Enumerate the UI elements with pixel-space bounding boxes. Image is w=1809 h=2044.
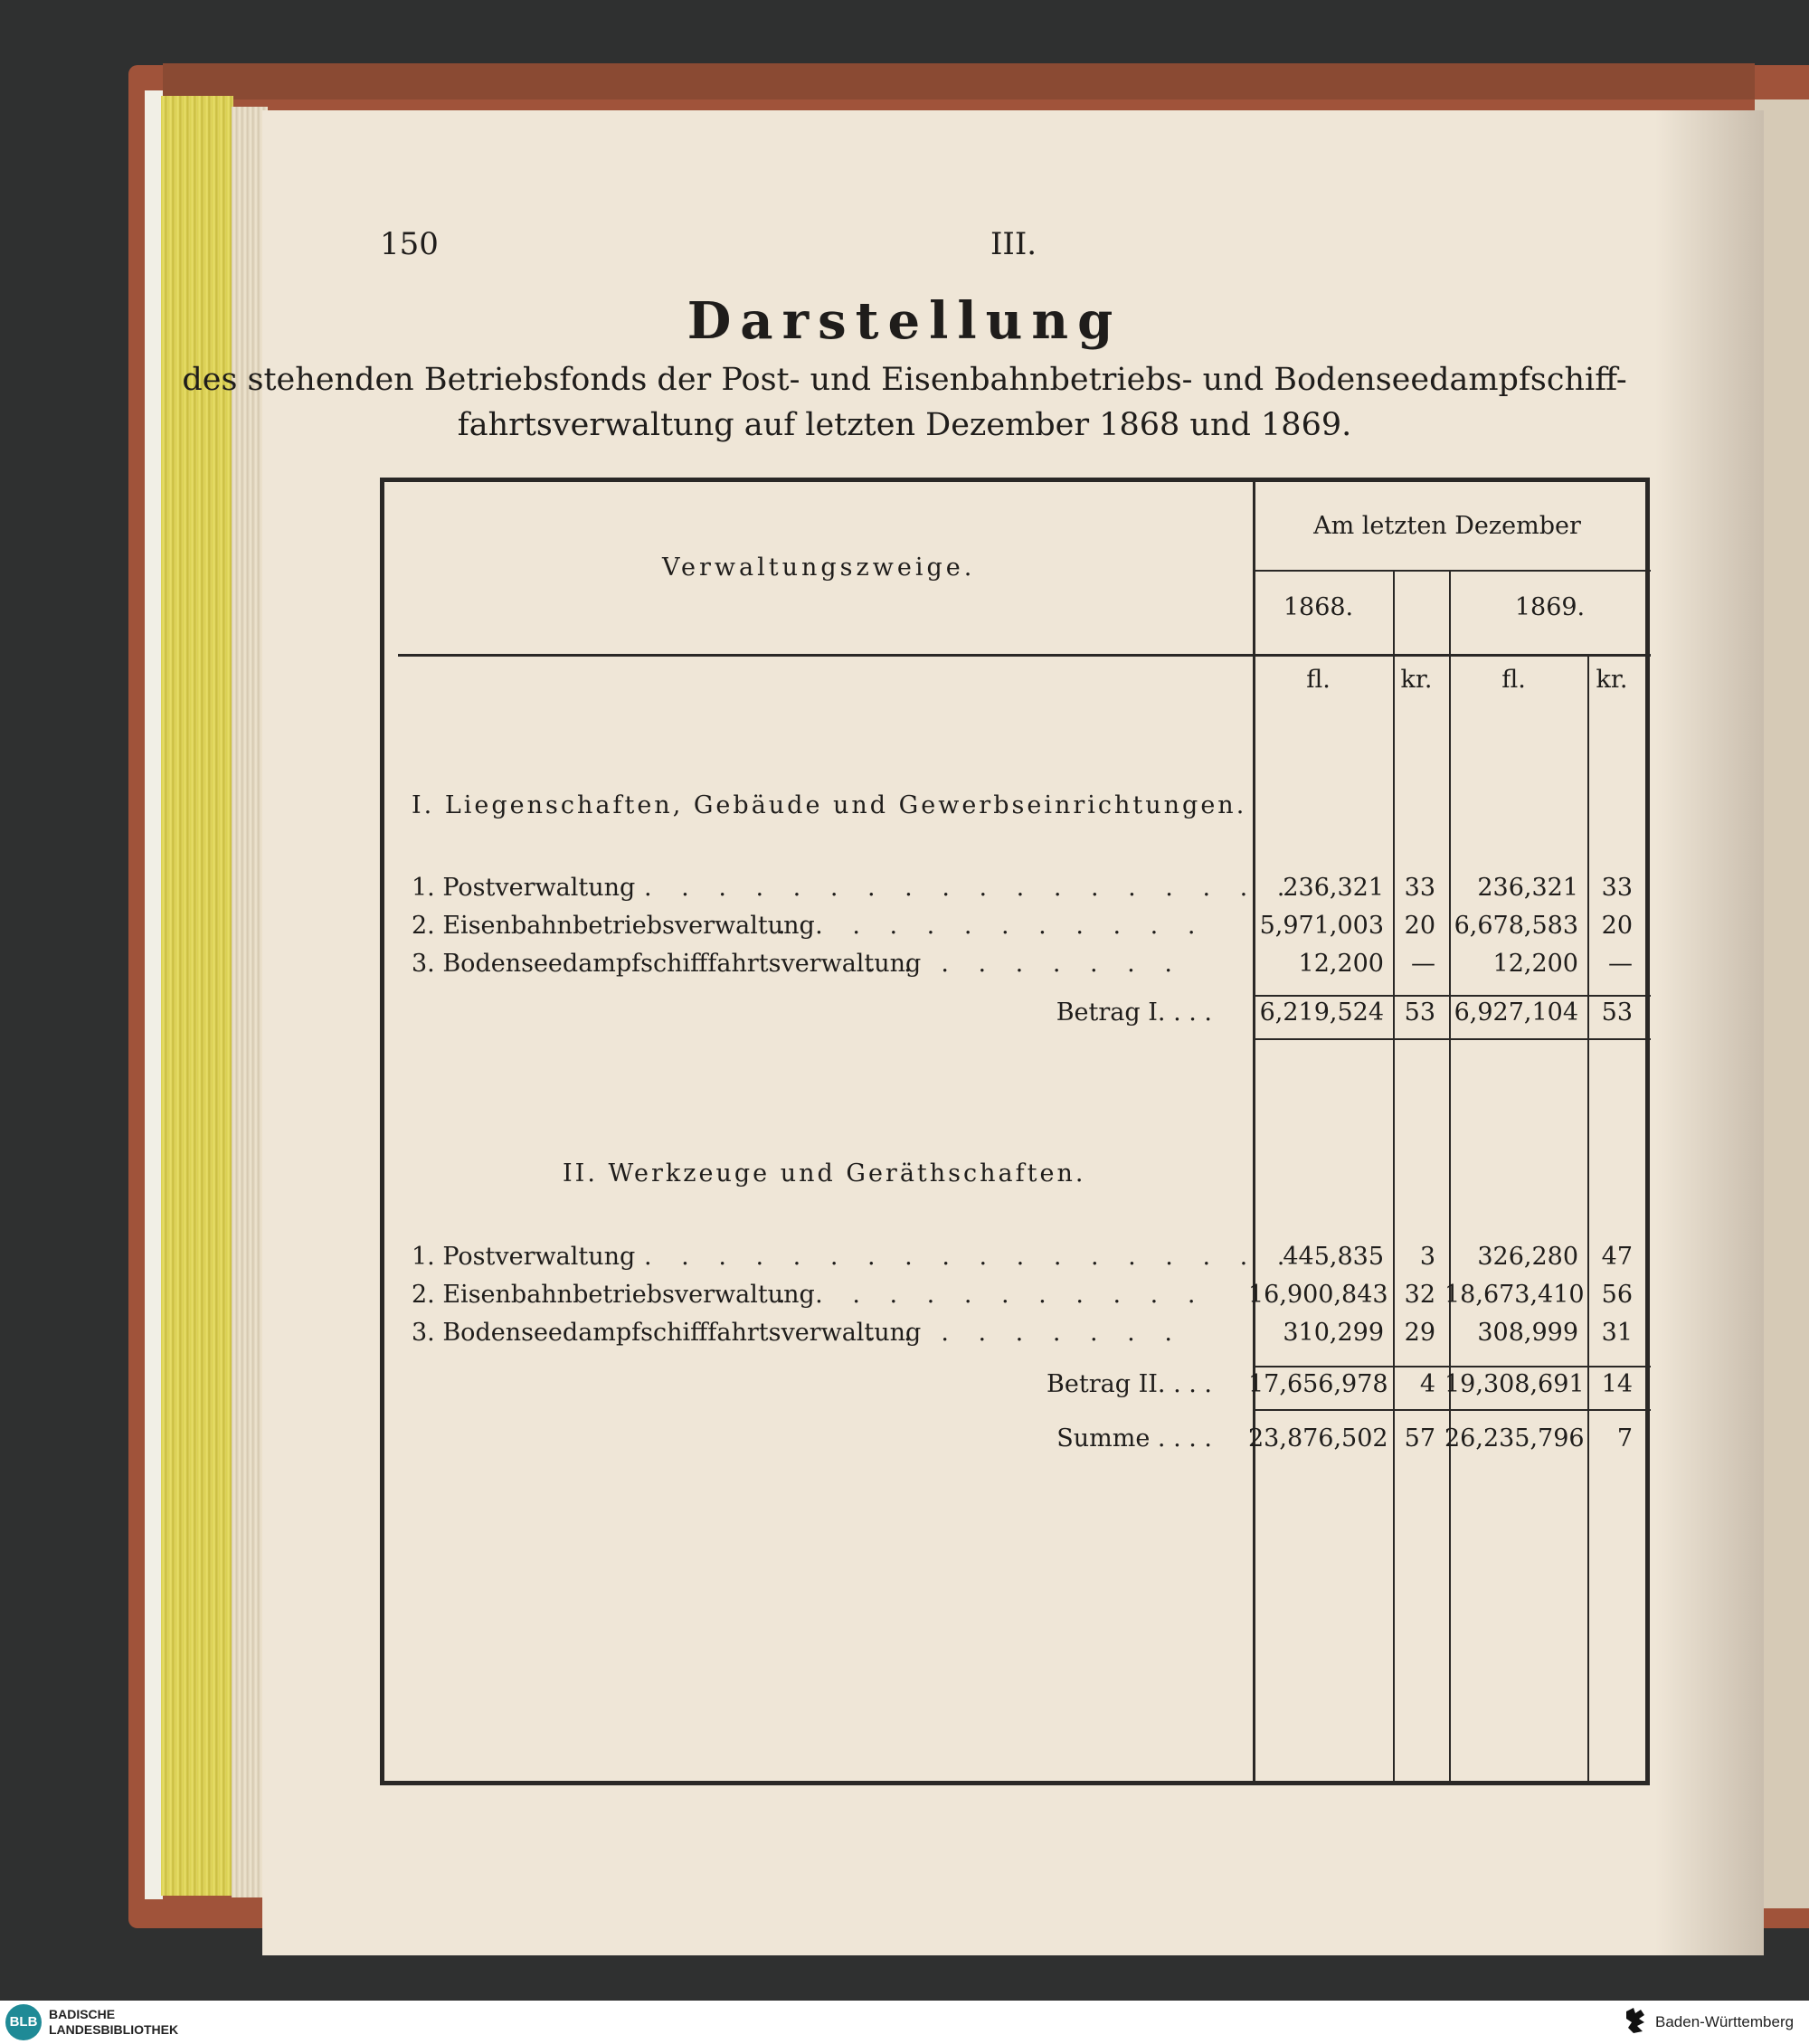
col-divider: [1449, 570, 1451, 1784]
subtotal-kr-1868: 53: [1404, 998, 1435, 1027]
value-kr-1869: 33: [1601, 874, 1633, 902]
value-fl-1868: 445,835: [1283, 1243, 1384, 1271]
unit-label: fl.: [1501, 666, 1526, 694]
value-fl-1869: 308,999: [1477, 1319, 1578, 1347]
grand-total-kr-1869: 7: [1616, 1424, 1633, 1453]
row-label: 1. Postverwaltung: [412, 1243, 636, 1271]
unit-label: kr.: [1596, 666, 1628, 694]
value-kr-1868: 32: [1404, 1281, 1435, 1309]
value-kr-1869: 56: [1601, 1281, 1633, 1309]
value-fl-1869: 18,673,410: [1444, 1281, 1585, 1309]
book-cover-top: [163, 63, 1755, 99]
col-header-year: 1868.: [1283, 593, 1354, 621]
total-rule: [1253, 1038, 1651, 1040]
value-fl-1869: 6,678,583: [1454, 912, 1578, 940]
row-label: 2. Eisenbahnbetriebsverwaltung: [412, 912, 815, 940]
value-fl-1869: 236,321: [1477, 874, 1578, 902]
value-kr-1868: 29: [1404, 1319, 1435, 1347]
grand-total-label: Summe . . . .: [1056, 1424, 1212, 1453]
value-fl-1869: 326,280: [1477, 1243, 1578, 1271]
value-fl-1868: 310,299: [1283, 1319, 1384, 1347]
col-header-year: 1869.: [1514, 593, 1586, 621]
leader-dots: . . . . . . . . . . . .: [778, 912, 1207, 940]
section-number: III.: [990, 226, 1037, 262]
col-header-group: Am letzten Dezember: [1313, 512, 1581, 540]
library-name-line1: BADISCHE: [49, 2007, 116, 2021]
leader-dots: . . . . . . . . . . . . . . . . . .: [644, 874, 1296, 902]
value-fl-1869: 12,200: [1492, 950, 1578, 978]
value-kr-1869: 47: [1601, 1243, 1633, 1271]
subtotal-kr-1868: 4: [1419, 1370, 1435, 1398]
subtotal-fl-1869: 19,308,691: [1444, 1370, 1585, 1398]
section-title: II. Werkzeuge und Geräthschaften.: [563, 1159, 1086, 1188]
subtitle-line-1: des stehenden Betriebsfonds der Post- und Eisenbahnbetriebs- und Bodenseedampfschiff-: [182, 362, 1627, 398]
value-fl-1868: 5,971,003: [1259, 912, 1384, 940]
value-kr-1869: 31: [1601, 1319, 1633, 1347]
page-number: 150: [380, 226, 439, 262]
subtitle-line-2: fahrtsverwaltung auf letzten Dezember 1868 und 1869.: [457, 407, 1352, 443]
total-rule: [1253, 1366, 1651, 1367]
subtotal-label: Betrag I. . . .: [1056, 998, 1212, 1027]
subtotal-kr-1869: 53: [1601, 998, 1633, 1027]
library-logo[interactable]: BLB: [5, 2004, 42, 2040]
leader-dots: . . . . . . . . . . . . . . . . . .: [644, 1243, 1296, 1271]
subtotal-fl-1868: 6,219,524: [1259, 998, 1384, 1027]
unit-label: kr.: [1400, 666, 1433, 694]
row-label: 3. Bodenseedampfschifffahrtsverwaltung: [412, 950, 922, 978]
subtotal-label: Betrag II. . . .: [1047, 1370, 1212, 1398]
unit-label: fl.: [1306, 666, 1331, 694]
total-rule: [1253, 995, 1651, 997]
col-divider: [1587, 654, 1589, 1784]
row-label: 3. Bodenseedampfschifffahrtsverwaltung: [412, 1319, 922, 1347]
col-header-branch: Verwaltungszweige.: [662, 554, 976, 582]
leader-dots: . . . . . . . . .: [867, 1319, 1183, 1347]
baden-wuerttemberg-lion-icon: [1623, 2006, 1648, 2037]
subtotal-fl-1869: 6,927,104: [1454, 998, 1578, 1027]
grand-total-kr-1868: 57: [1404, 1424, 1435, 1453]
total-rule: [1253, 1409, 1651, 1411]
library-name-line2: LANDESBIBLIOTHEK: [49, 2022, 179, 2037]
grand-total-fl-1869: 26,235,796: [1444, 1424, 1585, 1453]
value-fl-1868: 236,321: [1283, 874, 1384, 902]
value-kr-1869: 20: [1601, 912, 1633, 940]
section-title: I. Liegenschaften, Gebäude und Gewerbseinrichtungen.: [412, 791, 1247, 819]
state-label[interactable]: Baden-Württemberg: [1655, 2013, 1795, 2030]
value-kr-1868: 20: [1404, 912, 1435, 940]
value-fl-1868: 12,200: [1298, 950, 1384, 978]
value-kr-1868: 3: [1419, 1243, 1435, 1271]
value-kr-1868: 33: [1404, 874, 1435, 902]
leader-dots: . . . . . . . . .: [867, 950, 1183, 978]
grand-total-fl-1868: 23,876,502: [1248, 1424, 1388, 1453]
row-label: 1. Postverwaltung: [412, 874, 636, 902]
header-rule: [398, 654, 1651, 657]
leader-dots: . . . . . . . . . . . .: [778, 1281, 1207, 1309]
row-divider: [1253, 570, 1651, 572]
col-divider: [1393, 570, 1395, 1784]
value-kr-1869: —: [1608, 950, 1633, 978]
subtotal-kr-1869: 14: [1601, 1370, 1633, 1398]
row-label: 2. Eisenbahnbetriebsverwaltung: [412, 1281, 815, 1309]
page-title: Darstellung: [687, 291, 1122, 351]
value-kr-1868: —: [1411, 950, 1435, 978]
viewer-footer: [0, 2001, 1809, 2044]
subtotal-fl-1868: 17,656,978: [1248, 1370, 1388, 1398]
value-fl-1868: 16,900,843: [1248, 1281, 1388, 1309]
